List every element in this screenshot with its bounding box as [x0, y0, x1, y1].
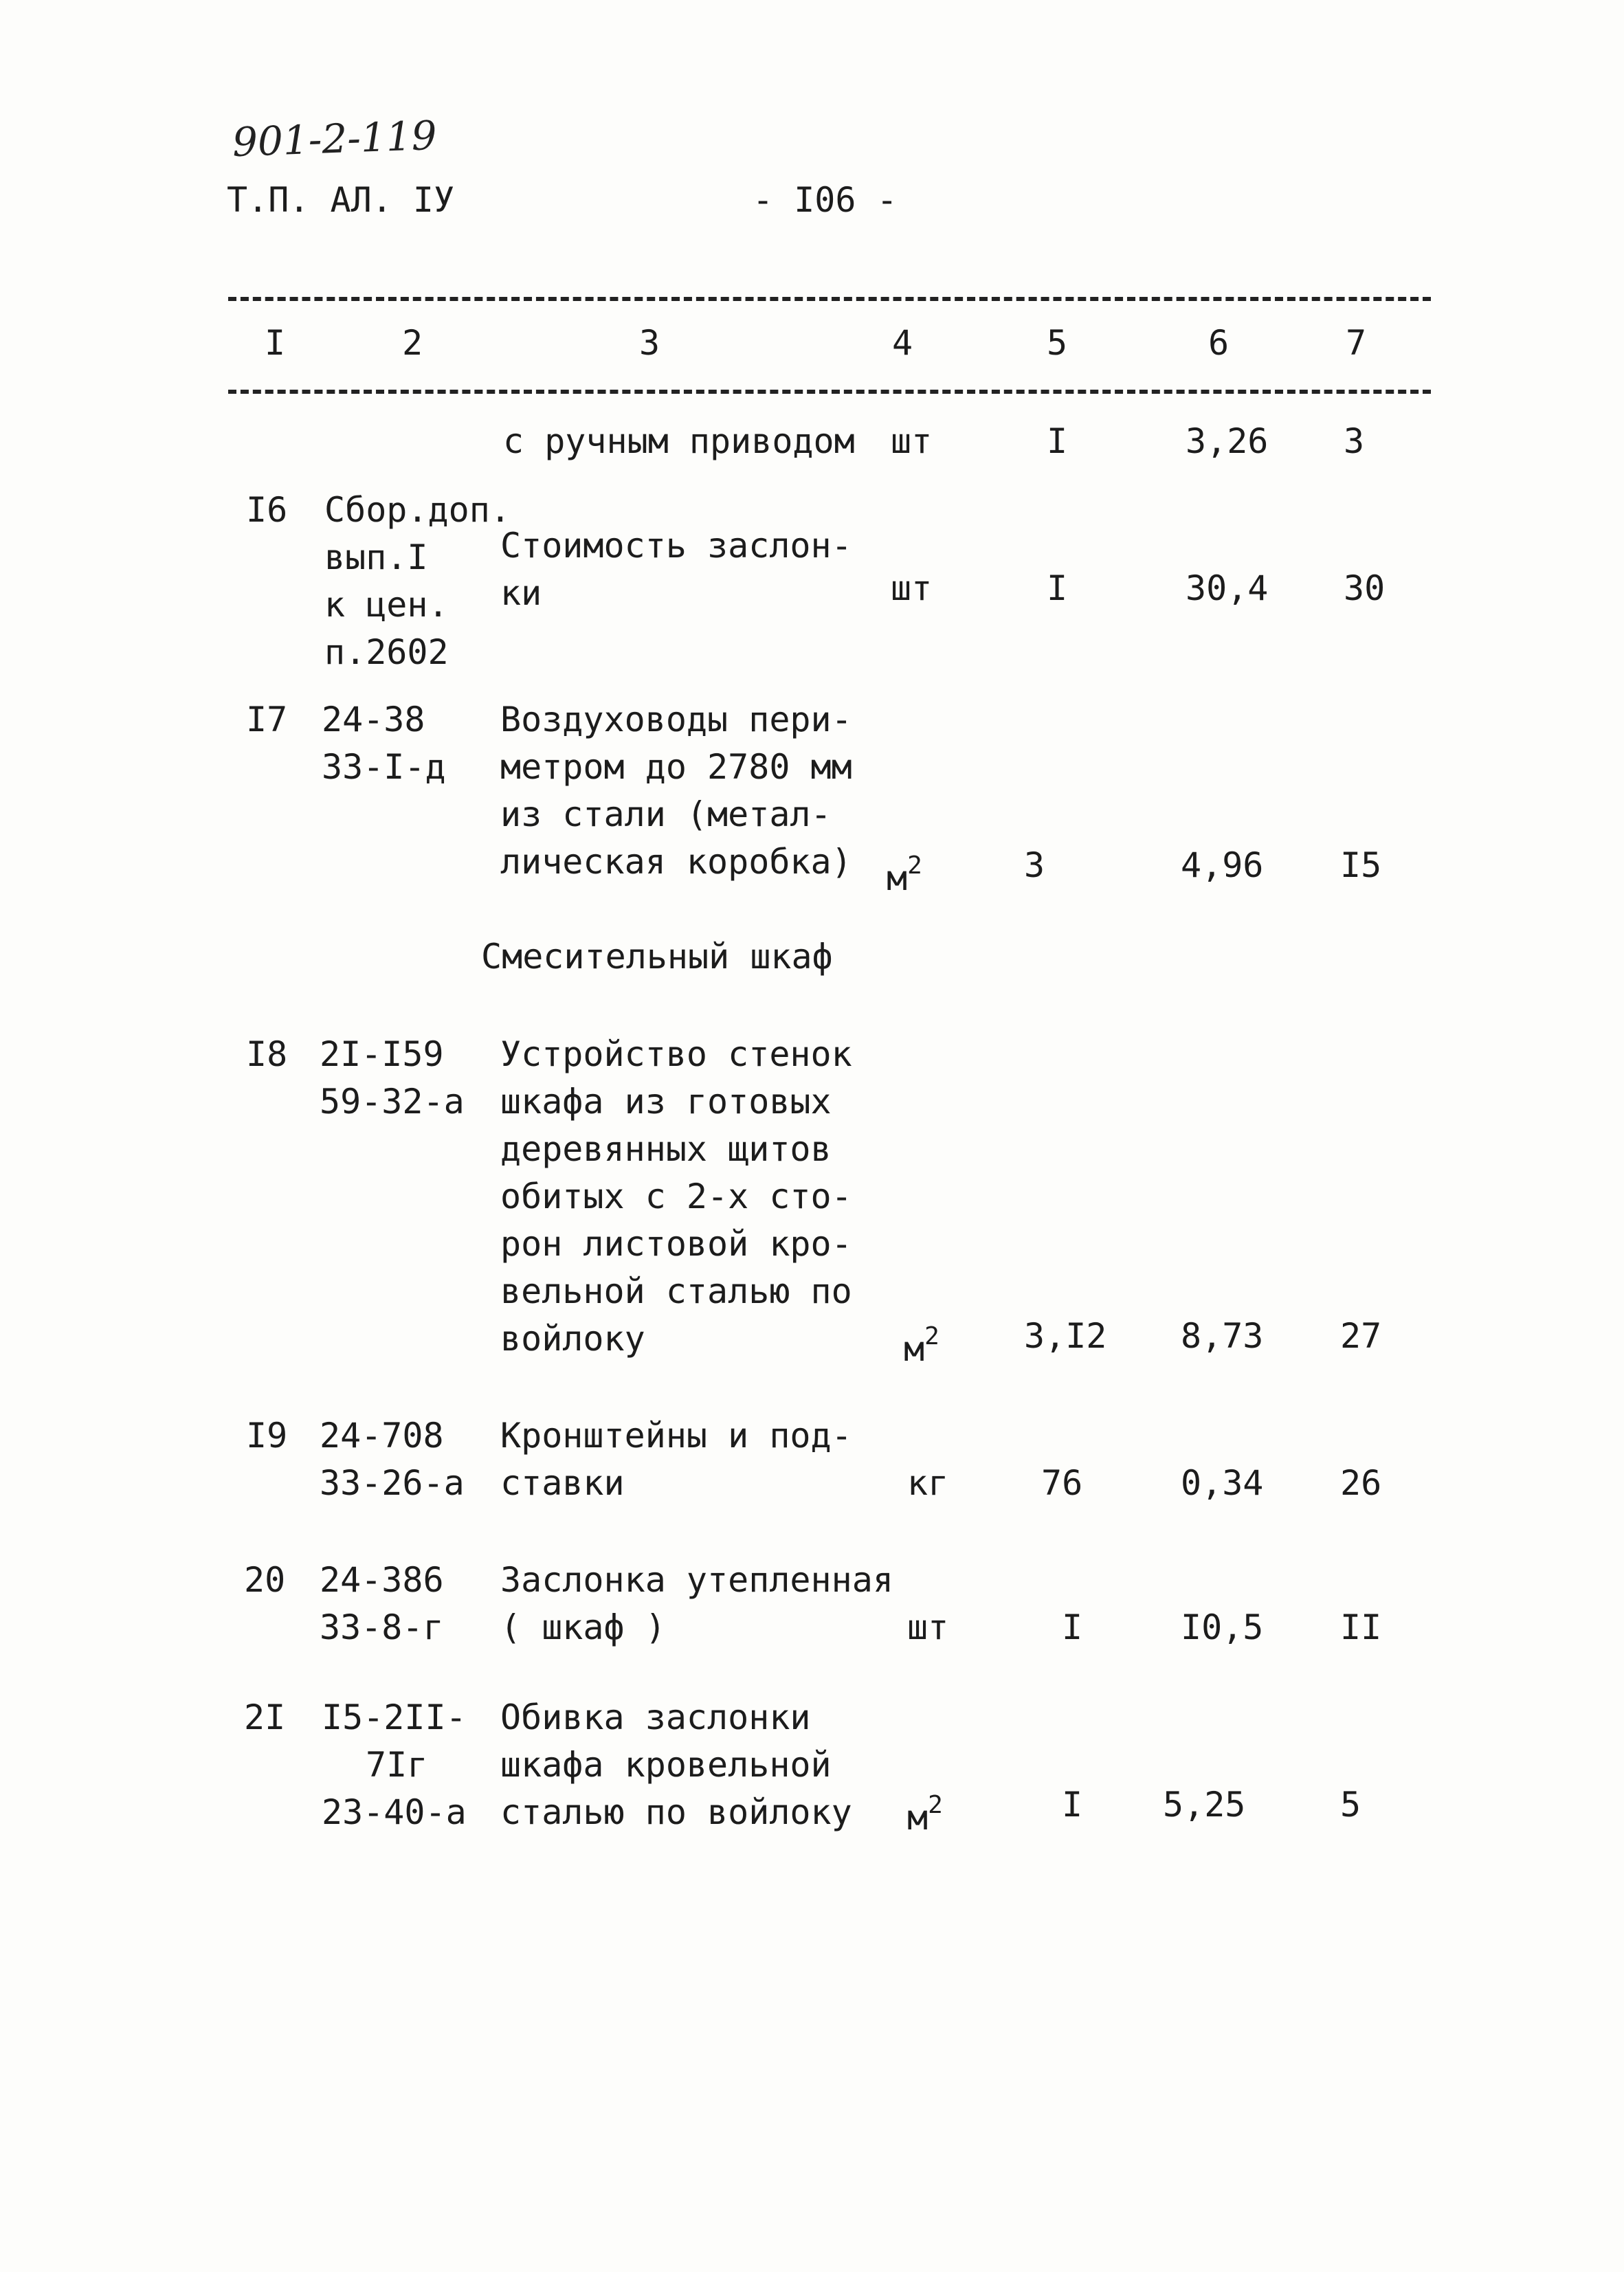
row-code: 2I-I59 [320, 1034, 444, 1074]
row-code: 24-38 [322, 700, 425, 739]
row-number: I6 [246, 490, 288, 530]
row-description: войлоку [500, 1319, 645, 1359]
row-unit: кг [907, 1463, 949, 1503]
row-number: I7 [246, 700, 288, 739]
unit-exponent: 2 [928, 1791, 943, 1819]
unit-base: м [887, 858, 908, 898]
row-code: 33-I-д [322, 747, 446, 787]
row-code: 24-386 [320, 1560, 444, 1600]
row-price: 3,26 [1186, 421, 1269, 461]
row-quantity: I [1062, 1785, 1083, 1825]
column-number: 6 [1208, 323, 1230, 363]
row-unit: шт [907, 1607, 949, 1647]
column-number: I [265, 323, 286, 363]
row-description: лическая коробка) [500, 842, 852, 882]
row-code: 33-8-г [320, 1607, 444, 1647]
row-quantity: I [1047, 568, 1068, 608]
row-description: ки [500, 573, 542, 613]
row-unit [904, 1313, 939, 1373]
row-number: I8 [246, 1034, 288, 1074]
unit-exponent: 2 [907, 851, 922, 880]
row-description: метром до 2780 мм [500, 747, 852, 787]
row-description: ставки [500, 1463, 625, 1503]
row-description: обитых с 2-х сто- [500, 1177, 852, 1216]
column-number: 7 [1346, 323, 1367, 363]
row-number: I9 [246, 1416, 288, 1456]
row-description: Обивка заслонки [500, 1697, 811, 1737]
row-code: 23-40-а [322, 1792, 467, 1832]
row-description: из стали (метал- [500, 794, 832, 834]
row-total: II [1340, 1607, 1382, 1647]
row-description: Устройство стенок [500, 1034, 852, 1074]
row-description: Стоимость заслон- [500, 526, 852, 566]
row-price: 0,34 [1181, 1463, 1264, 1503]
row-description: Заслонка утепленная [500, 1560, 893, 1600]
row-code: 33-26-а [320, 1463, 465, 1503]
row-description: сталью по войлоку [500, 1792, 852, 1832]
row-unit [887, 842, 922, 902]
row-price: 5,25 [1163, 1785, 1246, 1825]
row-price: 30,4 [1186, 568, 1269, 608]
row-code: к цен. [324, 585, 449, 625]
document-header: Т.П. АЛ. IУ [227, 180, 455, 220]
row-unit: шт [891, 568, 933, 608]
column-number: 3 [639, 323, 660, 363]
row-description: шкафа из готовых [500, 1082, 832, 1122]
row-description: ( шкаф ) [500, 1607, 666, 1647]
row-quantity: 3 [1024, 845, 1045, 885]
unit-base: м [907, 1798, 928, 1838]
row-price: I0,5 [1181, 1607, 1264, 1647]
row-total: I5 [1340, 845, 1382, 885]
row-price: 8,73 [1181, 1316, 1264, 1356]
header-bottom-dashed-rule [228, 390, 1431, 394]
row-description: с ручным приводом [503, 421, 855, 461]
row-quantity: 3,I2 [1024, 1316, 1107, 1356]
row-code: 24-708 [320, 1416, 444, 1456]
row-code: Сбор.доп. [324, 490, 511, 530]
row-quantity: I [1047, 421, 1068, 461]
row-total: 26 [1340, 1463, 1382, 1503]
top-dashed-rule [228, 297, 1431, 301]
row-number: 2I [244, 1697, 286, 1737]
row-code: 59-32-а [320, 1082, 465, 1122]
page-number: - I06 - [753, 180, 898, 220]
row-unit: шт [891, 421, 933, 461]
row-code: I5-2II- [322, 1697, 467, 1737]
row-quantity: 76 [1041, 1463, 1083, 1503]
row-total: 30 [1344, 568, 1386, 608]
row-code: 7Iг [366, 1745, 428, 1785]
row-unit [907, 1781, 943, 1842]
row-description: Воздуховоды пери- [500, 700, 852, 739]
column-number: 2 [402, 323, 423, 363]
row-total: 27 [1340, 1316, 1382, 1356]
row-code: п.2602 [324, 632, 449, 672]
column-number: 4 [892, 323, 913, 363]
row-price: 4,96 [1181, 845, 1264, 885]
row-total: 5 [1340, 1785, 1361, 1825]
column-number: 5 [1047, 323, 1068, 363]
row-code: вып.I [324, 537, 428, 577]
row-quantity: I [1062, 1607, 1083, 1647]
row-total: 3 [1344, 421, 1365, 461]
handwritten-code: 901-2-119 [231, 111, 438, 166]
unit-exponent: 2 [924, 1322, 939, 1350]
section-title: Смесительный шкаф [481, 937, 833, 977]
row-description: деревянных щитов [500, 1129, 832, 1169]
row-description: Кронштейны и под- [500, 1416, 852, 1456]
row-description: рон листовой кро- [500, 1224, 852, 1264]
row-description: вельной сталью по [500, 1271, 852, 1311]
unit-base: м [904, 1329, 925, 1369]
row-number: 20 [244, 1560, 286, 1600]
row-description: шкафа кровельной [500, 1745, 832, 1785]
